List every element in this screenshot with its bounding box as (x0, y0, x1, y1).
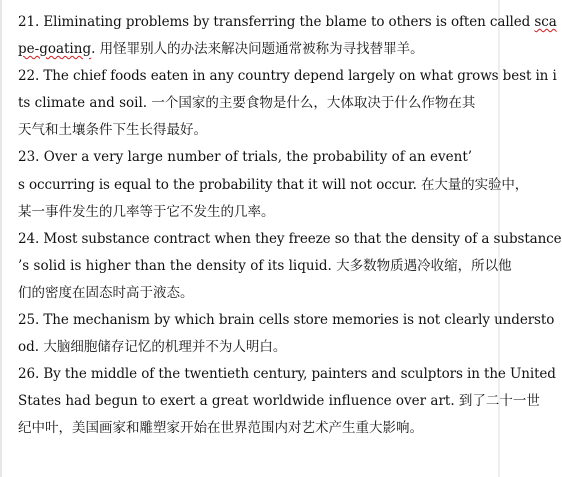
page-left-edge (0, 0, 2, 477)
text-line (18, 388, 540, 415)
spelling-flagged-word: pe-goating (18, 41, 92, 58)
text-line (18, 334, 488, 361)
line-text: od. 大脑细胞储存记忆的机理并不为人明白。 (18, 339, 287, 356)
text-line (18, 415, 488, 442)
line-text: States had begun to exert a great worldwide influence over art. 到了二十一世 (18, 393, 540, 410)
text-line (18, 63, 557, 90)
text-line (18, 144, 488, 171)
text-line (18, 36, 488, 63)
text-line (18, 361, 556, 388)
line-text: 24. Most substance contract when they freeze so that the density of a substance (18, 230, 562, 247)
text-line (18, 199, 488, 226)
document-text (18, 9, 562, 443)
spelling-flagged-word: sca (534, 14, 557, 30)
line-text: 22. The chief foods eaten in any country depend largely on what grows best in i (18, 68, 557, 85)
line-text: 23. Over a very large number of trials, the probability of an event’ (18, 149, 473, 166)
line-text: s occurring is equal to the probability that it will not occur. 在大量的实验中， (18, 176, 529, 193)
text-line (18, 226, 562, 253)
text-line (18, 172, 529, 199)
line-text: 某一事件发生的几率等于它不发生的几率。 (18, 203, 275, 220)
line-text: ts climate and soil. 一个国家的主要食物是什么，大体取决于什么作物在其 (18, 95, 476, 112)
line-text: 们的密度在固态时高于液态。 (18, 284, 194, 301)
text-line (18, 9, 557, 36)
line-text: 21. Eliminating problems by transferring the blame to others is often called (18, 14, 535, 30)
line-text: 天气和土壤条件下生长得最好。 (18, 122, 207, 139)
text-line (18, 117, 488, 144)
line-text: . 用怪罪别人的办法来解决问题通常被称为寻找替罪羊。 (91, 41, 424, 58)
line-text: 26. By the middle of the twentieth century, painters and sculptors in the United (18, 366, 556, 383)
text-line (18, 280, 488, 307)
line-text: ’s solid is higher than the density of its liquid. 大多数物质遇冷收缩，所以他 (18, 257, 512, 274)
text-line (18, 90, 488, 117)
text-line (18, 253, 512, 280)
text-line (18, 307, 555, 334)
line-text: 纪中叶，美国画家和雕塑家开始在世界范围内对艺术产生重大影响。 (18, 420, 423, 437)
line-text: 25. The mechanism by which brain cells store memories is not clearly understo (18, 312, 555, 329)
